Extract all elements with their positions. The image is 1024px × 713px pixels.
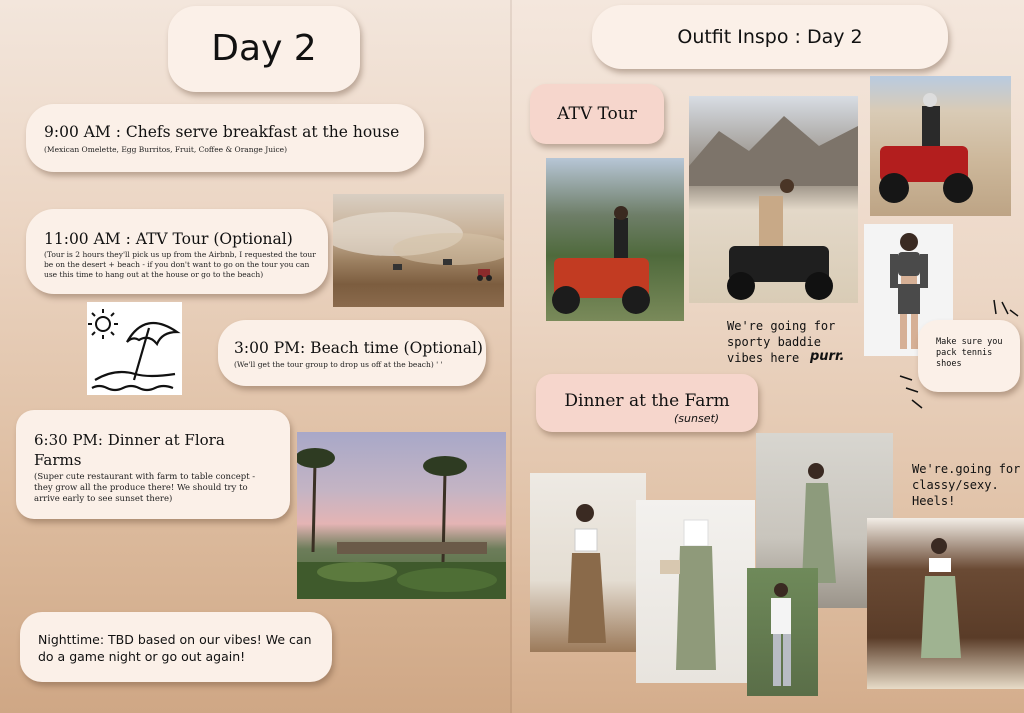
dinner-details: (Super cute restaurant with farm to table concept - they grow all the produce there! We should try to arrive early to see sunset there) — [34, 472, 256, 504]
beach-umbrella-icon — [92, 323, 177, 390]
dinner-label: Dinner at the Farm — [564, 391, 730, 411]
flora-farms-scene — [297, 432, 506, 599]
outfit-title: Outfit Inspo : Day 2 — [677, 26, 863, 48]
beach-icon-box — [87, 302, 182, 395]
dinner-outfit-photo-2 — [636, 500, 755, 683]
atv-photo-palms — [546, 158, 684, 321]
beach-time-card — [218, 320, 486, 386]
nighttime-card — [20, 612, 332, 682]
dinner-label-pill — [536, 374, 758, 432]
tennis-note: Make sure you pack tennis shoes — [936, 337, 1003, 369]
accent-marks — [892, 296, 1022, 416]
dinner-outfit-photo-4 — [867, 518, 1024, 689]
atv-tour-details: (Tour is 2 hours they'll pick us up from the Airbnb, I requested the tour be on the desert + beach - if you don't want to go on the tour you can use this time to hang out at the house or go to the beach) — [44, 250, 316, 279]
outfit-title-pill — [592, 5, 948, 69]
outfit-inspo-page — [512, 0, 1024, 713]
breakfast-card — [26, 104, 424, 172]
atv-note-hand: purr. — [810, 349, 845, 364]
flora-farms-photo — [297, 432, 506, 599]
atv-tour-card — [26, 209, 328, 294]
atv-photo-mountains — [689, 96, 858, 303]
day-title-pill — [168, 6, 360, 92]
desert-atv-scene — [333, 194, 504, 307]
nighttime-text: Nighttime: TBD based on our vibes! We can do a game night or go out again! — [38, 632, 312, 664]
atv-photo-desert — [870, 76, 1011, 216]
dinner-hand: (sunset) — [674, 412, 720, 425]
atv-label: ATV Tour — [557, 104, 637, 124]
breakfast-heading: 9:00 AM : Chefs serve breakfast at the house — [44, 123, 400, 141]
day-title: Day 2 — [211, 28, 317, 69]
dinner-card — [16, 410, 290, 519]
dinner-heading: 6:30 PM: Dinner at Flora Farms — [34, 431, 225, 469]
desert-atv-photo — [333, 194, 504, 307]
sun-icon — [88, 309, 118, 339]
breakfast-details: (Mexican Omelette, Egg Burritos, Fruit, Coffee & Orange Juice) — [44, 145, 288, 154]
atv-tour-heading: 11:00 AM : ATV Tour (Optional) — [44, 230, 293, 248]
dinner-note: We're.going for classy/sexy. Heels! — [912, 462, 1021, 508]
atv-label-pill — [530, 84, 664, 144]
atv-note-text: We're going for sporty baddie vibes here — [727, 319, 836, 365]
beach-time-details: (We'll get the tour group to drop us off at the beach) ' ' — [234, 360, 443, 369]
menswear-photo — [747, 568, 818, 696]
beach-time-heading: 3:00 PM: Beach time (Optional) — [234, 339, 483, 357]
dinner-outfit-photo-1 — [530, 473, 646, 652]
